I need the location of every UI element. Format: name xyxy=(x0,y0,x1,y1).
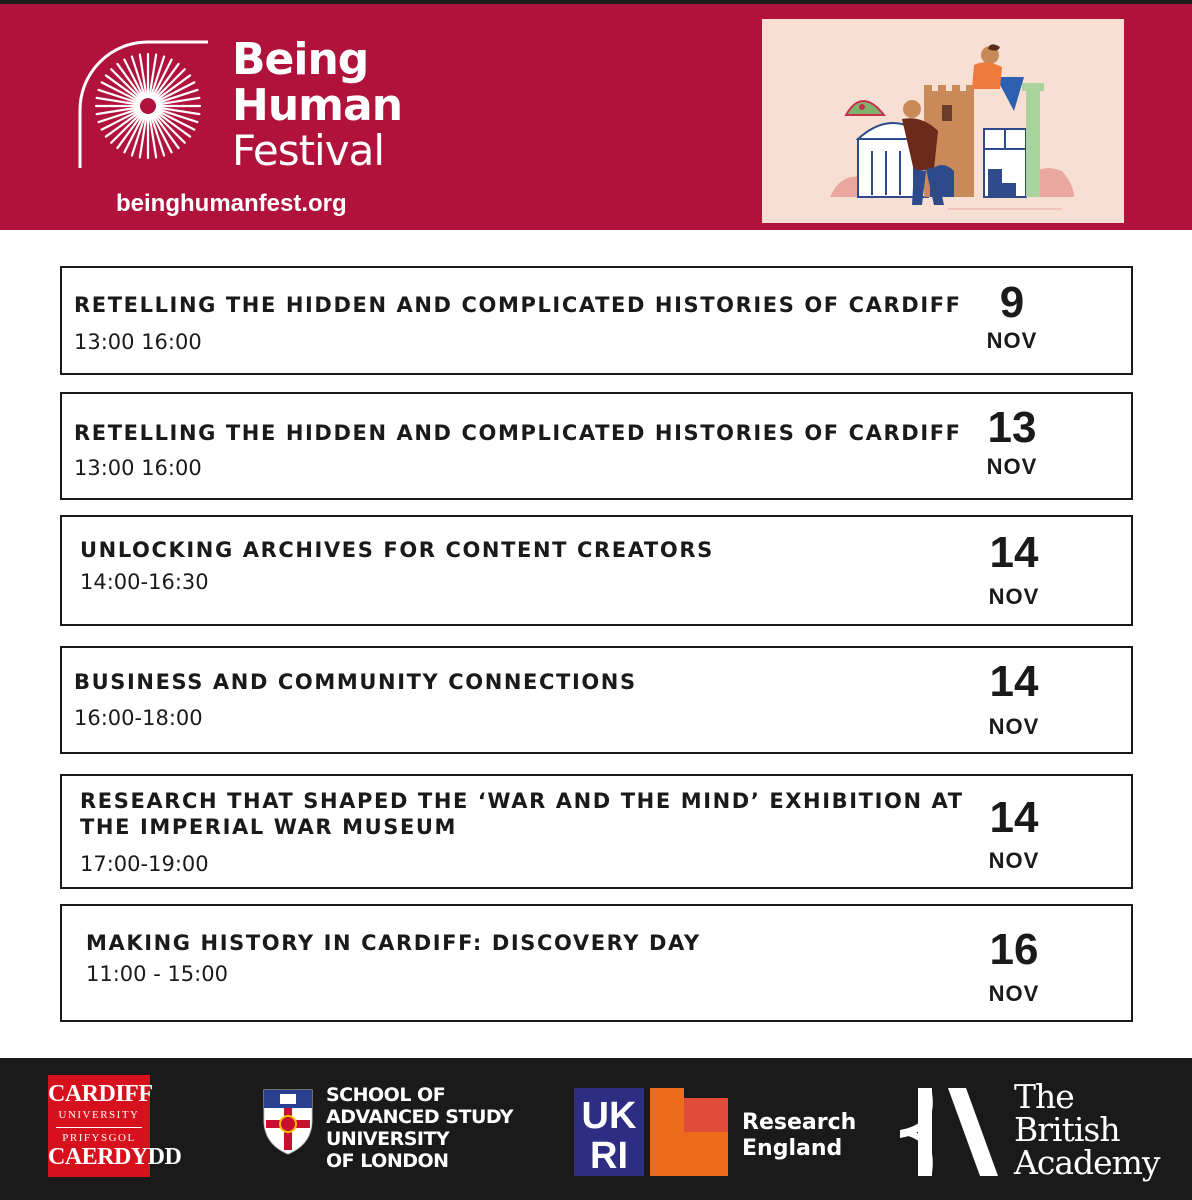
sas-line-4: OF LONDON xyxy=(326,1150,449,1172)
event-time: 11:00 - 15:00 xyxy=(86,962,228,986)
event-day: 14 xyxy=(989,793,1039,842)
partner-footer xyxy=(0,1058,1192,1200)
event-card[interactable] xyxy=(60,515,1133,626)
event-title-line-1: RESEARCH THAT SHAPED THE ‘WAR AND THE MIND’ EXHIBITION AT xyxy=(80,789,964,813)
event-title: MAKING HISTORY IN CARDIFF: DISCOVERY DAY xyxy=(86,931,701,955)
event-day: 13 xyxy=(987,403,1037,452)
event-card[interactable] xyxy=(60,646,1133,754)
event-card[interactable] xyxy=(60,774,1133,889)
sas-wordmark xyxy=(326,1084,513,1172)
cardiff-line-3: PRIFYSGOL xyxy=(62,1132,136,1144)
event-title: RETELLING THE HIDDEN AND COMPLICATED HISTORIES OF CARDIFF xyxy=(74,421,962,445)
cardiff-divider xyxy=(56,1127,142,1128)
event-month: NOV xyxy=(988,848,1040,873)
cardiff-line-4: CAERDYDD xyxy=(48,1144,182,1170)
people-building-illustration-icon xyxy=(762,19,1124,223)
research-england-wordmark xyxy=(742,1110,856,1162)
event-title-line-2: THE IMPERIAL WAR MUSEUM xyxy=(80,815,458,839)
event-day: 9 xyxy=(999,278,1025,327)
event-month: NOV xyxy=(986,454,1038,479)
event-day: 14 xyxy=(989,528,1039,577)
cardiff-line-1: CARDIFF xyxy=(48,1081,153,1107)
event-card[interactable] xyxy=(60,266,1133,375)
event-title: BUSINESS AND COMMUNITY CONNECTIONS xyxy=(74,670,637,694)
ukri-mark-top: UK xyxy=(581,1095,637,1137)
sas-line-3: UNIVERSITY xyxy=(326,1128,450,1150)
british-academy-wordmark xyxy=(1014,1077,1160,1182)
event-time: 16:00-18:00 xyxy=(74,706,203,730)
event-card[interactable] xyxy=(60,392,1133,500)
event-month: NOV xyxy=(988,981,1040,1006)
sas-line-1: SCHOOL OF xyxy=(326,1084,446,1106)
event-month: NOV xyxy=(986,328,1038,353)
event-card[interactable] xyxy=(60,904,1133,1022)
university-shield-icon xyxy=(260,1086,316,1156)
event-time: 14:00-16:30 xyxy=(80,570,209,594)
website-link[interactable]: beinghumanfest.org xyxy=(116,190,347,217)
cardiff-university-logo xyxy=(48,1075,182,1177)
event-day: 16 xyxy=(989,925,1039,974)
event-title: RETELLING THE HIDDEN AND COMPLICATED HISTORIES OF CARDIFF xyxy=(74,293,962,317)
event-title: UNLOCKING ARCHIVES FOR CONTENT CREATORS xyxy=(80,538,714,562)
british-academy-line-3: Academy xyxy=(1014,1143,1160,1182)
event-month: NOV xyxy=(988,714,1040,739)
research-england-line-2: England xyxy=(742,1136,843,1161)
british-academy-mark-icon xyxy=(898,1084,1002,1180)
event-month: NOV xyxy=(988,584,1040,609)
ukri-logo-icon xyxy=(574,1088,730,1176)
cardiff-line-2: UNIVERSITY xyxy=(58,1109,140,1121)
british-academy-line-1: The xyxy=(1014,1077,1074,1116)
british-academy-line-2: British xyxy=(1014,1110,1120,1149)
festival-illustration xyxy=(762,19,1124,223)
sunburst-logo-icon xyxy=(78,40,218,172)
logo-word-festival: Festival xyxy=(232,126,384,175)
ukri-mark-bottom: RI xyxy=(590,1135,628,1176)
event-time: 17:00-19:00 xyxy=(80,852,209,876)
festival-header xyxy=(0,4,1192,230)
event-day: 14 xyxy=(989,657,1039,706)
logo-word-human: Human xyxy=(232,80,403,131)
event-time: 13:00 16:00 xyxy=(74,456,202,480)
event-time: 13:00 16:00 xyxy=(74,330,202,354)
sas-line-2: ADVANCED STUDY xyxy=(326,1106,514,1128)
research-england-line-1: Research xyxy=(742,1110,857,1135)
logo-word-being: Being xyxy=(232,34,369,85)
